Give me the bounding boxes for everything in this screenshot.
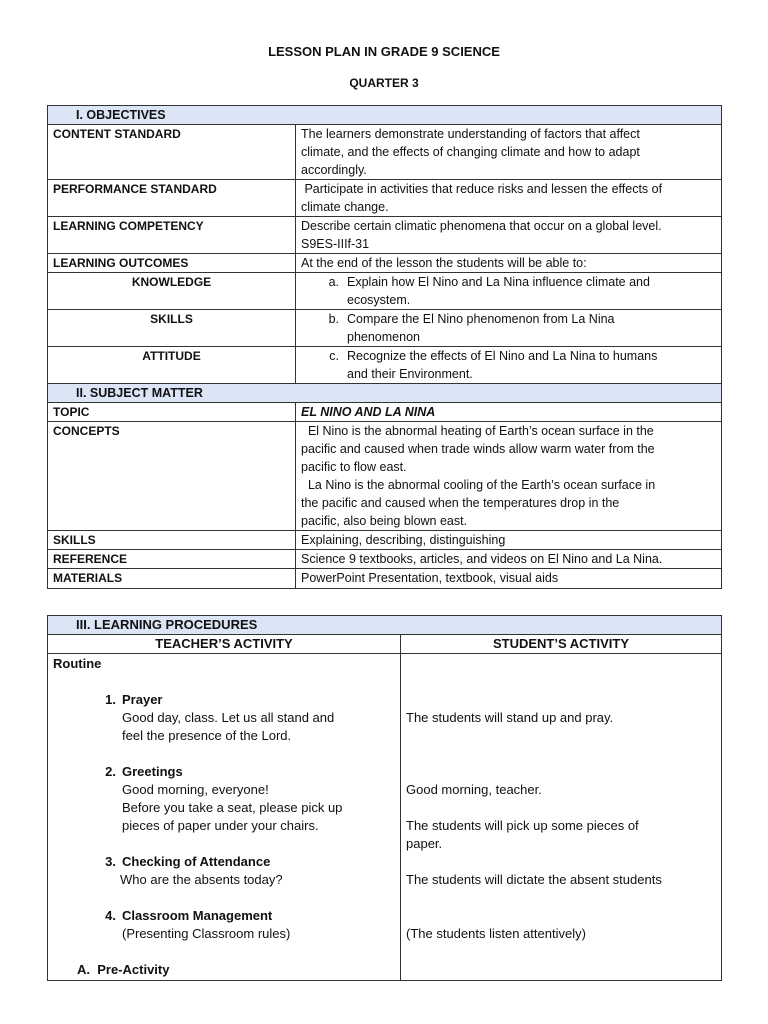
objectives-heading: I. OBJECTIVES [48, 106, 722, 125]
prayer-student-response: The students will stand up and pray. [406, 710, 614, 725]
knowledge-value: a. Explain how El Nino and La Nina influence climate and ecosystem. [296, 273, 722, 310]
skills-label: SKILLS [48, 310, 296, 347]
reference-label: REFERENCE [48, 550, 296, 569]
concepts-label: CONCEPTS [48, 422, 296, 531]
sm-skills-label: SKILLS [48, 531, 296, 550]
reference-value: Science 9 textbooks, articles, and videos on El Nino and La Nina. [296, 550, 722, 569]
attitude-value: c. Recognize the effects of El Nino and La Nina to humans and their Environment. [296, 347, 722, 384]
pre-activity-label: A. Pre-Activity [77, 962, 170, 977]
student-activity-cell [401, 654, 722, 981]
learning-outcomes-value: At the end of the lesson the students will be able to: [296, 254, 722, 273]
teacher-activity-header: TEACHER’S ACTIVITY [48, 635, 401, 654]
quarter-label: QUARTER 3 [349, 76, 419, 90]
attitude-label: ATTITUDE [48, 347, 296, 384]
management-item: 4. Classroom Management (Presenting Classroom rules) [105, 908, 291, 941]
knowledge-label: KNOWLEDGE [48, 273, 296, 310]
content-standard-label: CONTENT STANDARD [48, 125, 296, 180]
teacher-activity-cell [48, 654, 401, 981]
concepts-value: El Nino is the abnormal heating of Earth’s ocean surface in the pacific and caused when trade winds allow warm water from the pacific to flow east. La Nino is the abnormal cooling of the Earth’s ocean surface in the pacific and caused when the temperatures drop in the pacific, also being blown east. [296, 422, 722, 531]
subject-matter-heading: II. SUBJECT MATTER [48, 384, 722, 403]
learning-competency-label: LEARNING COMPETENCY [48, 217, 296, 254]
greeting-student-response: Good morning, teacher. [406, 782, 542, 797]
prayer-item: 1. Prayer Good day, class. Let us all stand and feel the presence of the Lord. [105, 692, 335, 743]
learning-outcomes-label: LEARNING OUTCOMES [48, 254, 296, 273]
procedures-heading: III. LEARNING PROCEDURES [48, 616, 722, 635]
procedures-table [47, 615, 722, 981]
document-title: LESSON PLAN IN GRADE 9 SCIENCE [268, 44, 500, 59]
performance-standard-value: Participate in activities that reduce risks and lessen the effects of climate change. [296, 180, 722, 217]
paper-student-response: The students will pick up some pieces of paper. [406, 818, 639, 851]
routine-label: Routine [53, 656, 102, 671]
performance-standard-label: PERFORMANCE STANDARD [48, 180, 296, 217]
materials-label: MATERIALS [48, 569, 296, 589]
materials-value: PowerPoint Presentation, textbook, visual aids [296, 569, 722, 589]
content-standard-value: The learners demonstrate understanding of factors that affect climate, and the effects of changing climate and how to adapt accordingly. [296, 125, 722, 180]
greetings-item: 2. Greetings Good morning, everyone! Before you take a seat, please pick up pieces of paper under your chairs. [105, 764, 343, 833]
attendance-item: 3. Checking of Attendance Who are the absents today? [105, 854, 283, 887]
topic-value: EL NINO AND LA NINA [296, 403, 722, 422]
skills-value: b. Compare the El Nino phenomenon from La Nina phenomenon [296, 310, 722, 347]
learning-competency-value: Describe certain climatic phenomena that occur on a global level. S9ES-IIIf-31 [296, 217, 722, 254]
objectives-table [47, 105, 722, 589]
management-student-response: (The students listen attentively) [406, 926, 586, 941]
student-activity-header: STUDENT’S ACTIVITY [401, 635, 722, 654]
attendance-student-response: The students will dictate the absent students [406, 872, 662, 887]
sm-skills-value: Explaining, describing, distinguishing [296, 531, 722, 550]
topic-label: TOPIC [48, 403, 296, 422]
